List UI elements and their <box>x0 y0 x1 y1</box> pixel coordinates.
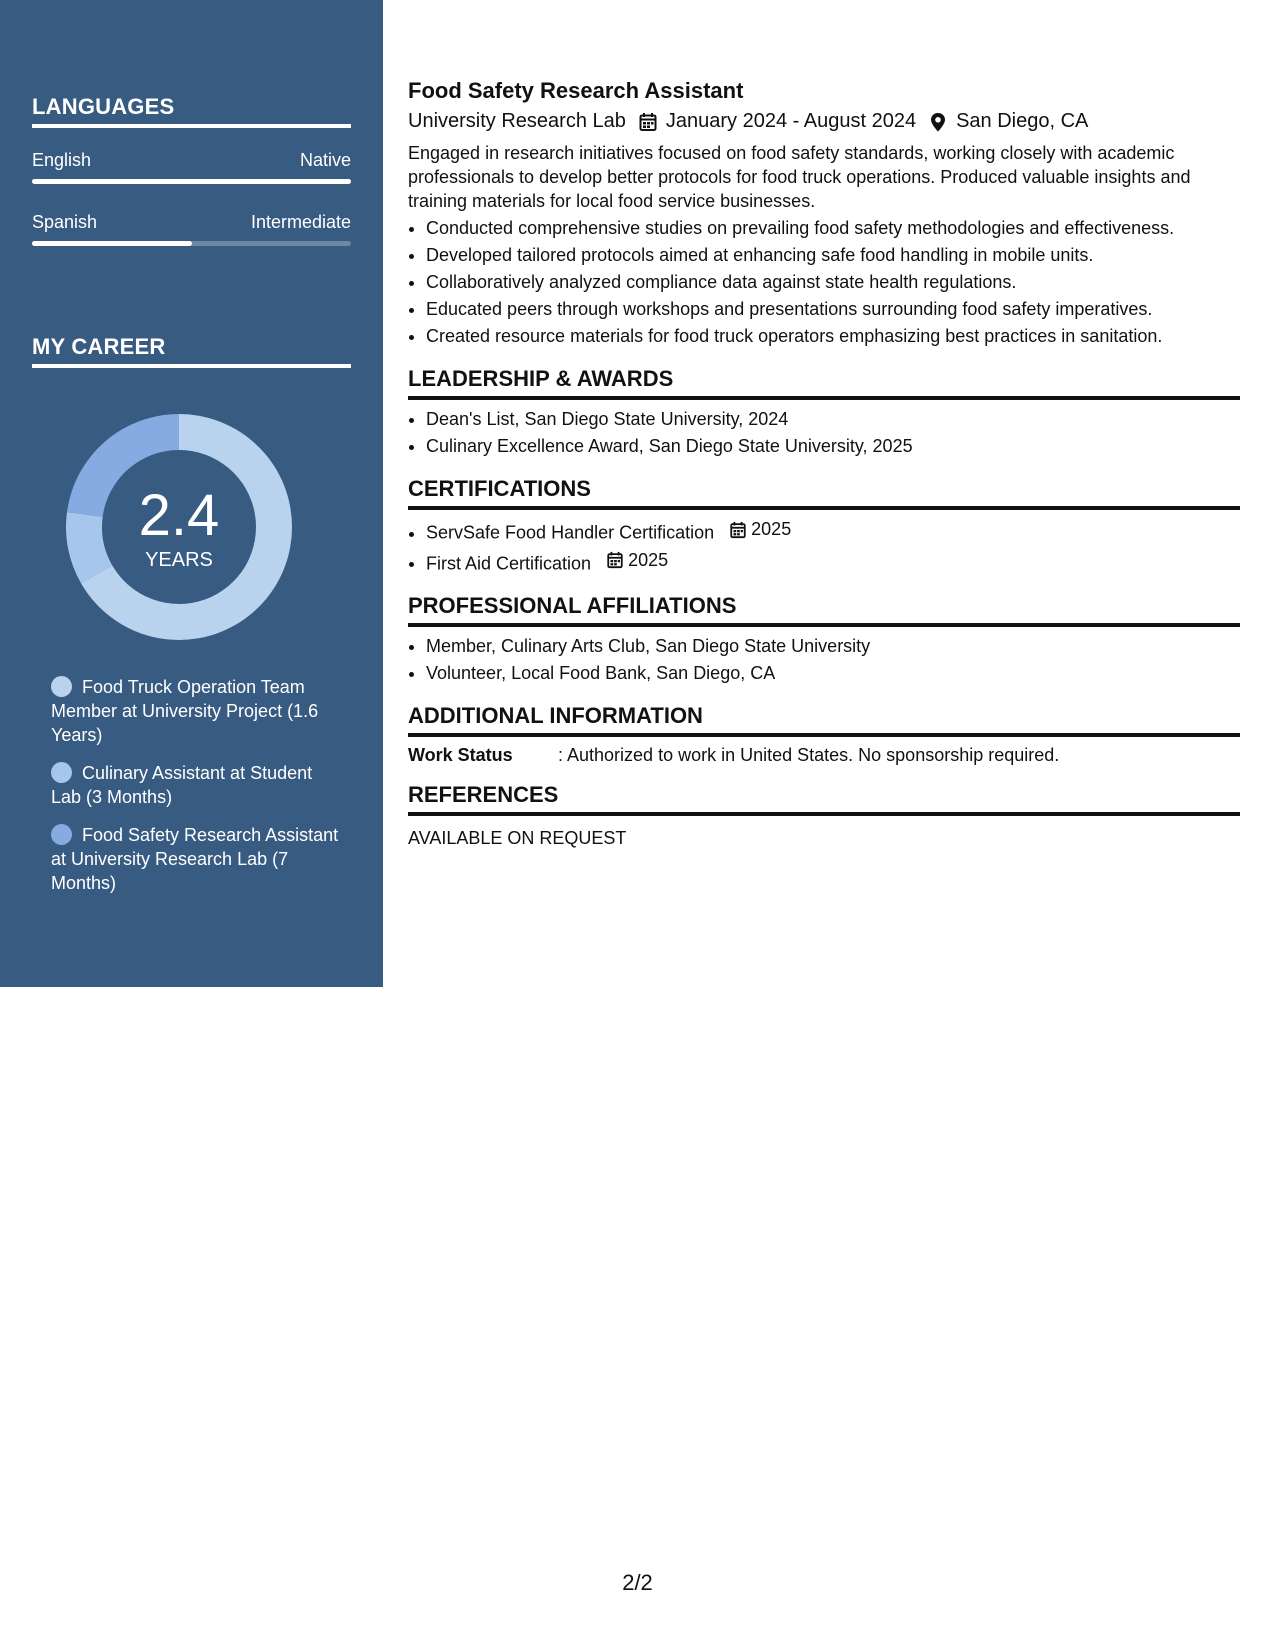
career-item-text: Food Truck Operation Team Member at University Project (1.6 Years) <box>51 677 319 745</box>
experience-entry <box>408 78 1240 350</box>
language-name: Spanish <box>32 212 98 232</box>
career-item <box>51 761 341 809</box>
job-dates: January 2024 - August 2024 <box>665 110 917 132</box>
affiliations-list <box>408 633 1240 687</box>
certifications-list <box>408 516 1240 577</box>
certifications-heading: CERTIFICATIONS <box>408 476 1240 510</box>
work-status-value: : Authorized to work in United States. No sponsorship required. <box>558 745 1060 765</box>
calendar-icon <box>638 112 658 132</box>
language-name: English <box>32 150 92 170</box>
list-item: • Developed tailored protocols aimed at enhancing safe food handling in mobile units. <box>426 242 1240 269</box>
job-bullets <box>408 215 1240 350</box>
page-number: 2/2 <box>622 1570 653 1595</box>
work-status-row <box>408 745 1240 766</box>
calendar-icon <box>606 551 624 569</box>
list-item: • Educated peers through workshops and presentations surrounding food safety imperatives. <box>426 296 1240 323</box>
calendar-icon <box>729 521 747 539</box>
language-proficiency-bar <box>32 241 351 246</box>
career-item-text: Food Safety Research Assistant at University Research Lab (7 Months) <box>51 825 339 893</box>
certification-name: ServSafe Food Handler Certification <box>426 522 715 543</box>
career-heading: MY CAREER <box>32 334 351 368</box>
job-company: University Research Lab <box>408 110 626 132</box>
list-item <box>426 547 1240 578</box>
list-item: • Volunteer, Local Food Bank, San Diego, CA <box>426 660 1240 687</box>
references-heading: REFERENCES <box>408 782 1240 816</box>
main-content <box>408 78 1240 849</box>
list-item: • Dean's List, San Diego State University, 2024 <box>426 406 1240 433</box>
list-item: • Member, Culinary Arts Club, San Diego State University <box>426 633 1240 660</box>
career-item-text: Culinary Assistant at Student Lab (3 Months) <box>51 763 313 807</box>
list-item: • Culinary Excellence Award, San Diego State University, 2025 <box>426 433 1240 460</box>
languages-heading: LANGUAGES <box>32 94 351 128</box>
additional-info-heading: ADDITIONAL INFORMATION <box>408 703 1240 737</box>
languages-section <box>32 94 351 246</box>
job-meta <box>408 110 1240 133</box>
affiliations-heading: PROFESSIONAL AFFILIATIONS <box>408 593 1240 627</box>
sidebar <box>0 0 383 987</box>
location-pin-icon <box>928 112 948 132</box>
list-item: • Collaboratively analyzed compliance data against state health regulations. <box>426 269 1240 296</box>
work-status-label: Work Status <box>408 745 513 765</box>
list-item <box>426 516 1240 547</box>
certification-name: First Aid Certification <box>426 553 592 573</box>
list-item: • Conducted comprehensive studies on prevailing food safety methodologies and effectiveness. <box>426 215 1240 242</box>
certification-year: 2025 <box>628 549 669 570</box>
leadership-heading: LEADERSHIP & AWARDS <box>408 366 1240 400</box>
language-proficiency-bar <box>32 179 351 184</box>
career-total-unit: YEARS <box>145 548 213 571</box>
career-total-value: 2.4 <box>138 482 220 548</box>
career-bullet-icon <box>51 824 72 845</box>
list-item: • Created resource materials for food truck operators emphasizing best practices in sanitation. <box>426 323 1240 350</box>
language-english <box>32 150 351 184</box>
career-section <box>32 334 351 368</box>
language-level: Intermediate <box>250 212 351 232</box>
career-bullet-icon <box>51 676 72 697</box>
language-spanish <box>32 212 351 246</box>
career-bullet-icon <box>51 762 72 783</box>
leadership-list <box>408 406 1240 460</box>
job-location: San Diego, CA <box>956 110 1089 132</box>
career-item <box>51 823 341 895</box>
job-title: Food Safety Research Assistant <box>408 78 744 103</box>
language-level: Native <box>299 150 351 170</box>
career-item <box>51 675 341 747</box>
certification-year: 2025 <box>751 519 792 539</box>
references-text: AVAILABLE ON REQUEST <box>408 828 627 848</box>
career-list <box>51 675 341 909</box>
career-donut-chart <box>66 414 292 640</box>
job-description: Engaged in research initiatives focused on food safety standards, working closely with academic professionals to develop better protocols for food truck operations. Produced valuable insights and training materials for local food service businesses. <box>408 143 1191 211</box>
